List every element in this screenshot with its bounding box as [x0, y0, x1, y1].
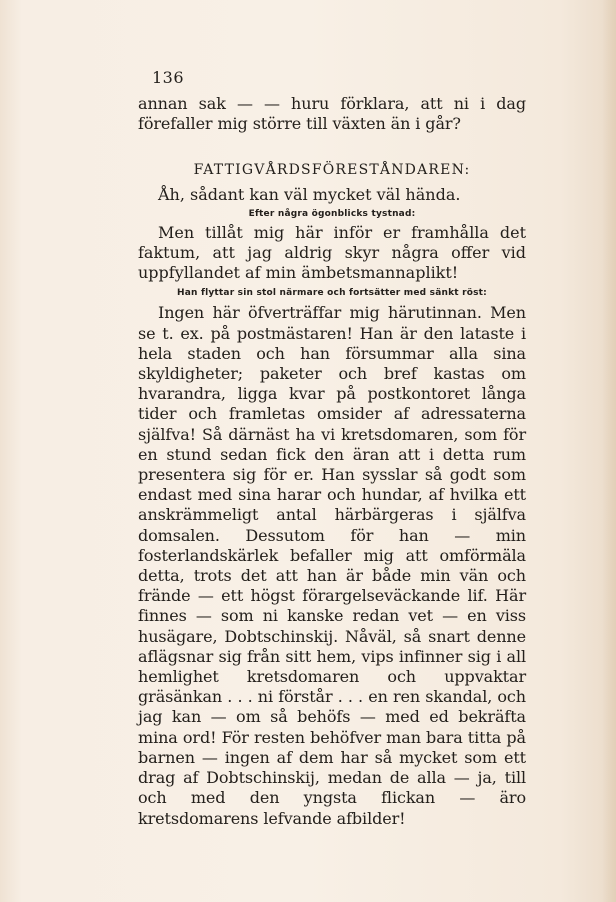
- stage-direction: Efter några ögonblicks tystnad:: [248, 208, 416, 219]
- speaker-name: FATTIGVÅRDSFÖRESTÅNDAREN:: [193, 162, 471, 179]
- stage-direction: Han flyttar sin stol närmare och fortsätter med sänkt röst:: [177, 288, 487, 299]
- page-edge-shadow: [602, 0, 616, 902]
- dialogue-paragraph: Ingen här öfverträffar mig härutinnan. Men se t. ex. på postmästaren! Han är den lataste i hela staden och han försummar alla sina skyldigheter; paketer och bref kastas om hvarandra, ligga kvar på postkontoret långa tider och framletas omsider af adressaterna själfva! Så därnäst ha vi kretsdomaren, som för en stund sedan fick den äran att i detta rum presentera sig för er. Han sysslar så godt som endast med sina harar och hundar, af hvilka ett anskrämmeligt antal härbärgeras i själfva domsalen. Dessutom för han — min fosterlandskärlek befaller mig att omförmäla detta, trots det att han är både min vän och frände — ett högst förargelseväckande lif. Här finnes — som ni kanske redan vet — en viss husägare, Dobtschinskij. Nåväl, så snart denne aflägsnar sig från sitt hem, vips infinner sig i all hemlighet kretsdomaren och uppvaktar gräsänkan . . . ni förstår . . . en ren skandal, och jag kan — om så behöfs — med ed bekräfta mina ord! För resten behöfver man bara titta på barnen — ingen af dem har så mycket som ett drag af Dobtschinskij, medan de alla — ja, till och med den yngsta flickan — äro kretsdomarens lefvande afbilder!: [138, 303, 526, 828]
- page-number: 136: [152, 68, 185, 87]
- play-text: [138, 94, 526, 829]
- dialogue-line: Åh, sådant kan väl mycket väl hända.: [158, 184, 461, 204]
- dialogue-paragraph: Men tillåt mig här inför er framhålla det faktum, att jag aldrig skyr några offer vid uppfyllandet af min ämbetsmannaplikt!: [138, 222, 526, 283]
- paragraph-continuation: annan sak — — huru förklara, att ni i dag förefaller mig större till växten än i går?: [138, 94, 526, 134]
